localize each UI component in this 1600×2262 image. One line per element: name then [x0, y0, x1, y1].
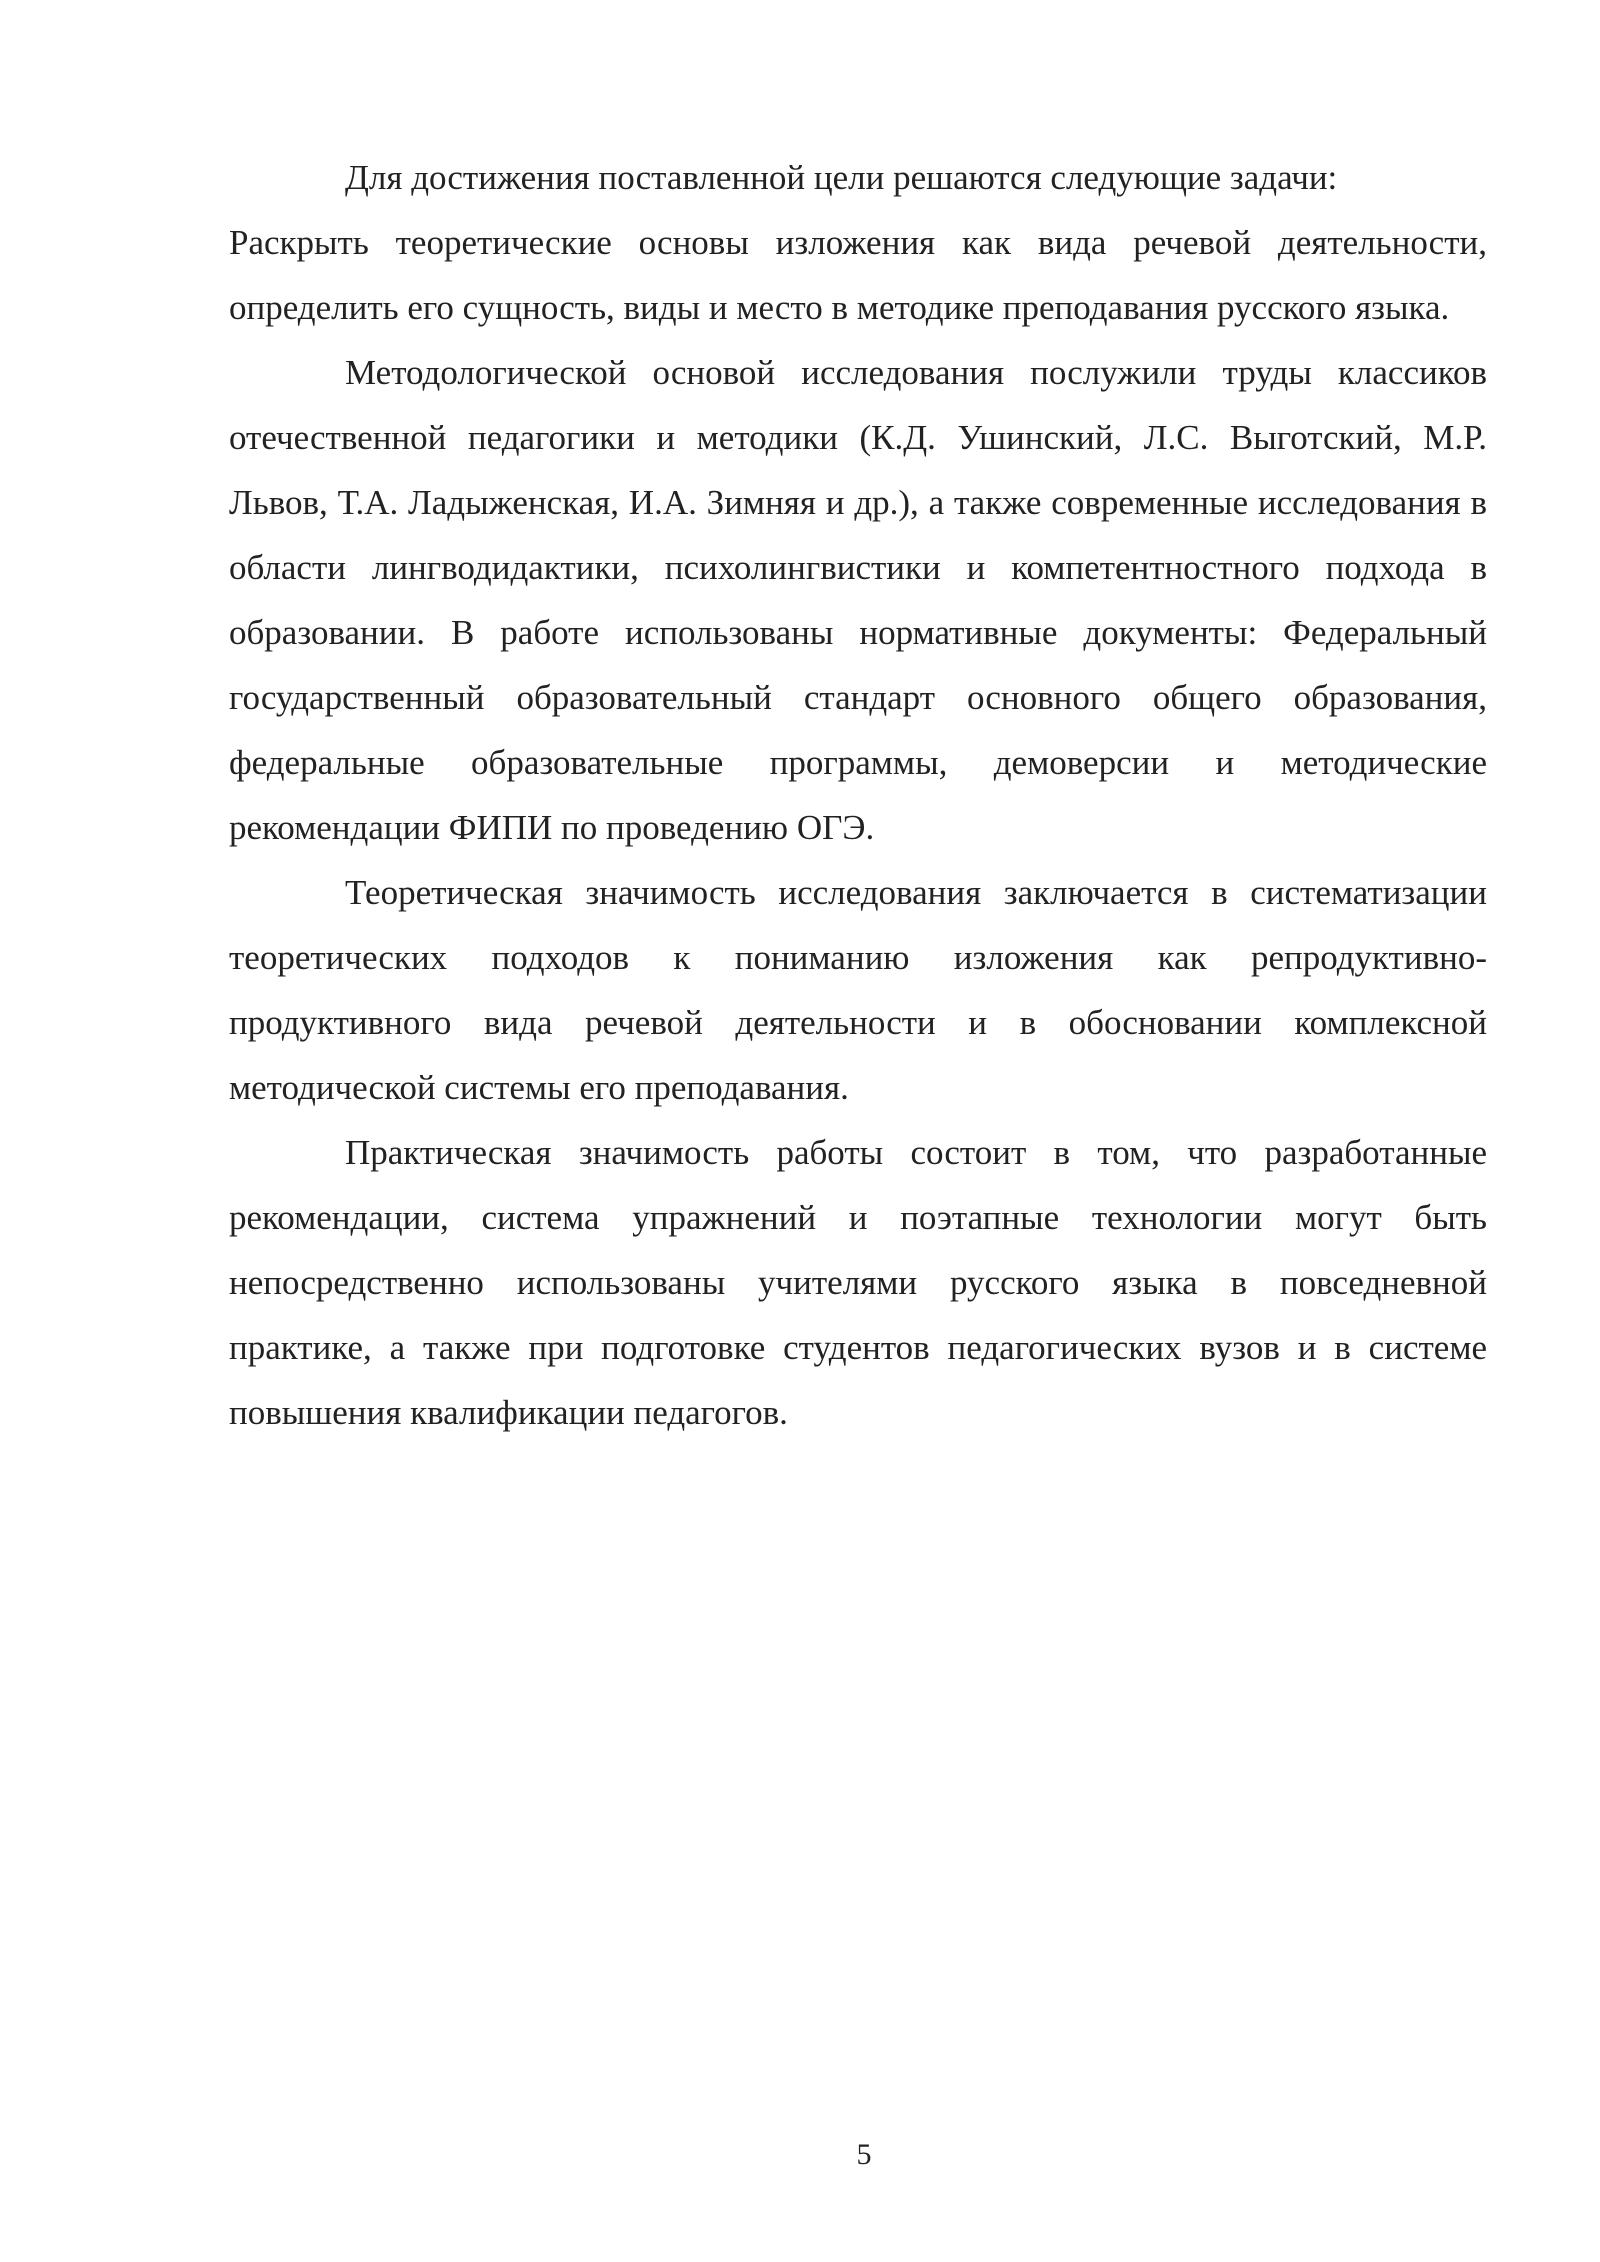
page-number: 5: [856, 2138, 872, 2171]
paragraph-task: Раскрыть теоретические основы изложения как вида речевой деятельности, определить его сущность, виды и место в методике преподавания русского языка.: [229, 223, 1487, 327]
paragraph-theoretical-significance: Теоретическая значимость исследования заключается в систематизации теоретических подходов к пониманию изложения как репродуктивно-продуктивного вида речевой деятельности и в обосновании комплексной методической системы его преподавания.: [229, 873, 1487, 1107]
body-text: [229, 145, 1487, 1445]
paragraph-goal-intro: Для достижения поставленной цели решаются следующие задачи:: [345, 158, 1338, 197]
paragraph-methodology: Методологической основой исследования послужили труды классиков отечественной педагогики и методики (К.Д. Ушинский, Л.С. Выготский, М.Р. Львов, Т.А. Ладыженская, И.А. Зимняя и др.), а также современные исследования в области лингводидактики, психолингвистики и компетентностного подхода в образовании. В работе использованы нормативные документы: Федеральный государственный образовательный стандарт основного общего образования, федеральные образовательные программы, демоверсии и методические рекомендации ФИПИ по проведению ОГЭ.: [229, 353, 1487, 847]
paragraph-practical-significance: Практическая значимость работы состоит в том, что разработанные рекомендации, система упражнений и поэтапные технологии могут быть непосредственно использованы учителями русского языка в повседневной практике, а также при подготовке студентов педагогических вузов и в системе повышения квалификации педагогов.: [229, 1133, 1487, 1432]
